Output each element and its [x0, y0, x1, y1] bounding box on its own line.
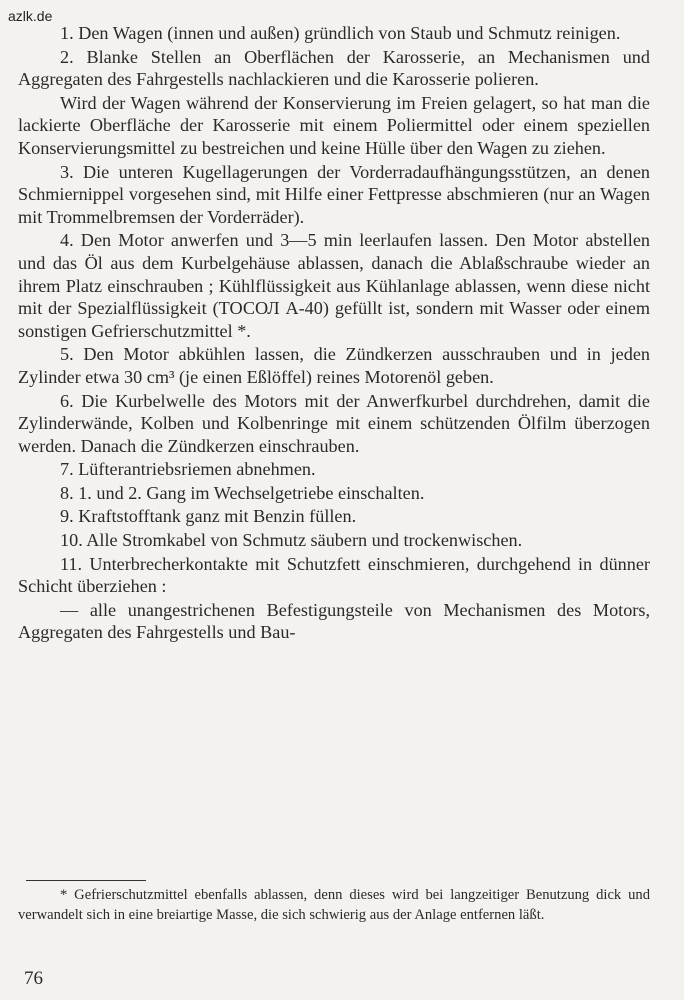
paragraph-2: 2. Blanke Stellen an Oberflächen der Karosserie, an Mechanismen und Aggregaten des Fahrgestells nachlackieren und die Karosserie polieren. — [18, 46, 650, 90]
page-number: 76 — [24, 968, 43, 989]
paragraph-1: 1. Den Wagen (innen und außen) gründlich von Staub und Schmutz reinigen. — [60, 23, 621, 43]
paragraph-4: 3. Die unteren Kugellagerungen der Vorderradaufhängungsstützen, an denen Schmiernippel vorgesehen sind, mit Hilfe einer Fettpresse abschmieren (nur an Wagen mit Trommelbremsen der Vorderräder). — [18, 161, 650, 227]
paragraph-7: 6. Die Kurbelwelle des Motors mit der Anwerfkurbel durchdrehen, damit die Zylinderwände, Kolben und Kolbenringe mit einem schützenden Ölfilm überzogen werden. Danach die Zündkerzen einschrauben. — [18, 390, 650, 456]
paragraph-5: 4. Den Motor anwerfen und 3—5 min leerlaufen lassen. Den Motor abstellen und das Öl aus dem Kurbelgehäuse ablassen, danach die Ablaßschraube wieder an ihrem Platz einschrauben ; Kühlflüssigkeit aus Kühlanlage ablassen, wenn diese nicht mit der Spezialflüssigkeit (ТОСОЛ А-40) gefüllt ist, sondern mit Wasser oder einem sonstigen Gefrierschutzmittel *. — [18, 230, 650, 341]
watermark: azlk.de — [8, 8, 53, 24]
paragraph-8: 7. Lüfterantriebsriemen abnehmen. — [60, 459, 316, 480]
paragraph-10: 9. Kraftstofftank ganz mit Benzin füllen. — [60, 506, 357, 527]
footnote-text: * Gefrierschutzmittel ebenfalls ablassen, denn dieses wird bei langzeitiger Benutzung dick und verwandelt sich in eine breiartige Masse, die sich schwierig aus der Anlage entfernen läßt. — [18, 887, 650, 923]
paragraph-3: Wird der Wagen während der Konservierung im Freien gelagert, so hat man die lackierte Oberfläche der Karosserie mit einem Poliermittel oder einem speziellen Konservierungsmittel zu bestreichen und keine Hülle über den Wagen zu ziehen. — [18, 92, 650, 158]
footnote-divider — [26, 880, 146, 881]
paragraph-13: — alle unangestrichenen Befestigungsteile von Mechanismen des Motors, Aggregaten des Fahrgestells und Bau- — [18, 599, 650, 643]
page-body — [18, 22, 650, 644]
footnote — [18, 886, 650, 925]
paragraph-6: 5. Den Motor abkühlen lassen, die Zündkerzen ausschrauben und in jeden Zylinder etwa 30 cm³ (je einen Eßlöffel) reines Motorenöl geben. — [18, 344, 650, 387]
paragraph-9: 8. 1. und 2. Gang im Wechselgetriebe einschalten. — [60, 482, 425, 503]
paragraph-12: 11. Unterbrecherkontakte mit Schutzfett einschmieren, durchgehend in dünner Schicht überziehen : — [18, 553, 650, 597]
paragraph-11: 10. Alle Stromkabel von Schmutz säubern und trockenwischen. — [60, 530, 523, 551]
